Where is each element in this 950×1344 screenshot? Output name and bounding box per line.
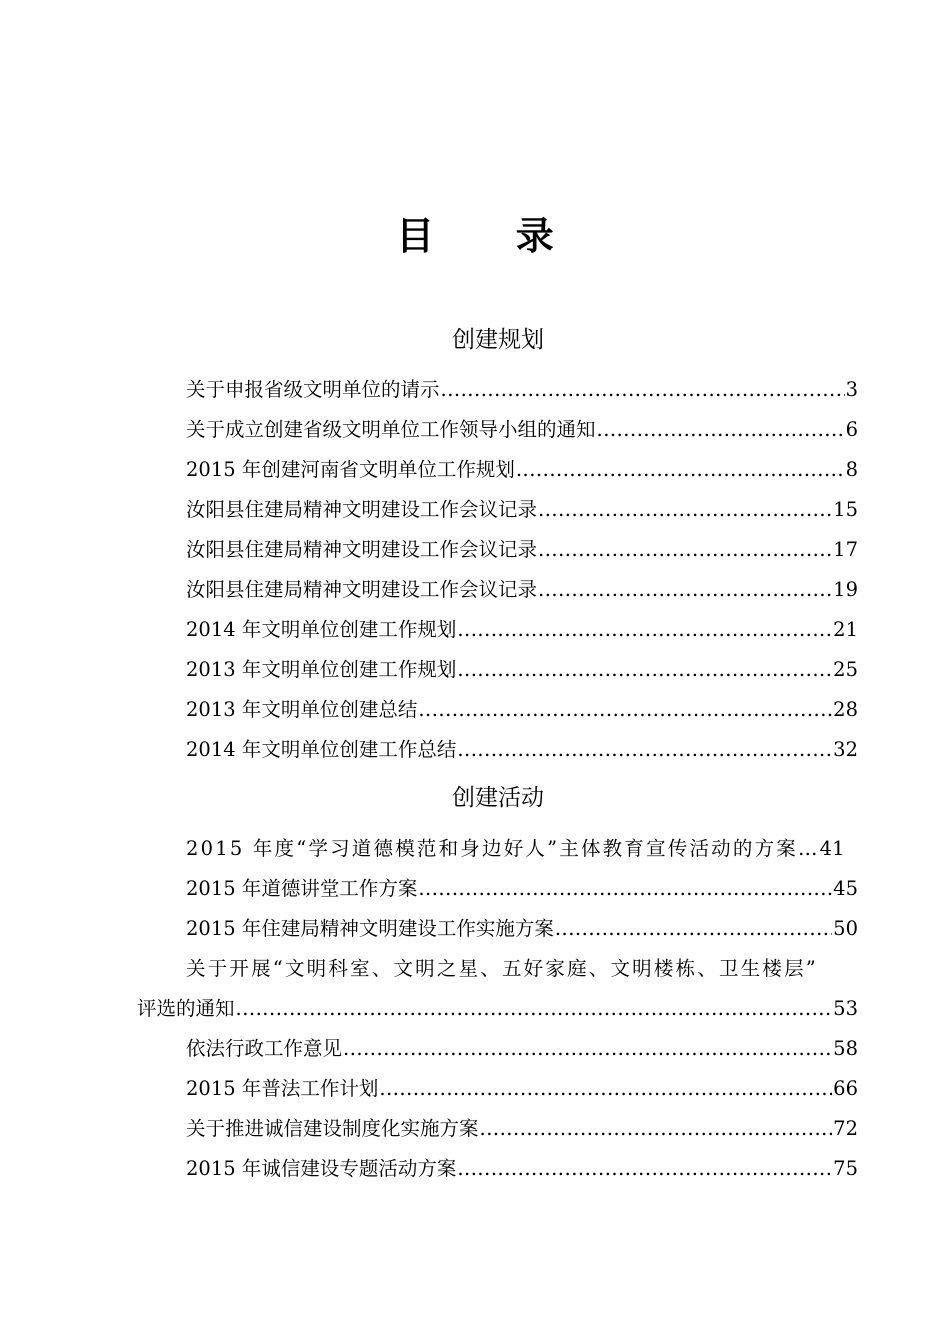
toc-entry-title: 2014 年文明单位创建工作总结 — [186, 738, 457, 761]
toc-entry-title: 汝阳县住建局精神文明建设工作会议记录 — [186, 578, 538, 601]
toc-entry-title: 2015 年道德讲堂工作方案 — [186, 877, 418, 900]
toc-entry-title: 关于申报省级文明单位的请示 — [186, 378, 440, 401]
toc-entry[interactable] — [186, 534, 858, 566]
toc-entry[interactable] — [186, 654, 858, 686]
toc-entry[interactable] — [186, 833, 858, 865]
toc-entry-title: 关于开展“文明科室、文明之星、五好家庭、文明楼栋、卫生楼层” — [186, 957, 818, 980]
toc-page-number: 17 — [833, 538, 858, 561]
toc-entry[interactable] — [186, 1113, 858, 1145]
toc-entry[interactable] — [186, 873, 858, 905]
toc-leader-dots — [597, 414, 845, 446]
toc-page-number: 72 — [833, 1117, 858, 1140]
toc-entry-title: 关于推进诚信建设制度化实施方案 — [186, 1117, 479, 1140]
page-title: 目 录 — [396, 214, 589, 258]
toc-page-number: 32 — [833, 738, 858, 761]
toc-leader-dots — [516, 454, 845, 486]
toc-entry-title: 关于成立创建省级文明单位工作领导小组的通知 — [186, 418, 596, 441]
toc-entry-title: 依法行政工作意见 — [186, 1037, 343, 1060]
toc-page-number: 50 — [833, 917, 858, 940]
toc-leader-dots — [343, 1033, 832, 1065]
toc-entry-title: 2015 年住建局精神文明建设工作实施方案 — [186, 917, 554, 940]
toc-leader-dots — [538, 534, 832, 566]
toc-page-number: 45 — [833, 877, 858, 900]
toc-entry-title: 2015 年诚信建设专题活动方案 — [186, 1157, 457, 1180]
toc-entry[interactable] — [186, 1153, 858, 1185]
toc-entry-title: 2013 年文明单位创建总结 — [186, 698, 418, 721]
toc-entry[interactable] — [186, 734, 858, 766]
toc-page-number: 53 — [833, 997, 858, 1020]
section-heading-activities: 创建活动 — [452, 785, 544, 811]
toc-page-number: 19 — [833, 578, 858, 601]
toc-entry[interactable] — [186, 1033, 858, 1065]
toc-entry-title: 汝阳县住建局精神文明建设工作会议记录 — [186, 498, 538, 521]
toc-entry[interactable] — [186, 913, 858, 945]
toc-leader-dots — [538, 494, 832, 526]
toc-page-number: 8 — [845, 458, 858, 481]
toc-page-number: 41 — [819, 837, 845, 860]
toc-leader-dots — [379, 1073, 832, 1105]
toc-leader-dots — [457, 734, 832, 766]
toc-entry-line2[interactable] — [137, 993, 858, 1025]
toc-entry-title: 2015 年普法工作计划 — [186, 1077, 379, 1100]
toc-page-number: 6 — [845, 418, 858, 441]
toc-entry[interactable] — [186, 574, 858, 606]
toc-leader-dots — [418, 694, 832, 726]
toc-page-number: 75 — [833, 1157, 858, 1180]
toc-entry-title: 2013 年文明单位创建工作规划 — [186, 658, 457, 681]
toc-entry-title: 汝阳县住建局精神文明建设工作会议记录 — [186, 538, 538, 561]
toc-entry[interactable] — [186, 1073, 858, 1105]
toc-leader-dots — [457, 1153, 832, 1185]
toc-leader-dots — [457, 614, 832, 646]
toc-leader-dots — [480, 1113, 833, 1145]
toc-entry[interactable] — [186, 494, 858, 526]
toc-page-number: 21 — [833, 618, 858, 641]
toc-leader-dots — [538, 574, 832, 606]
toc-entry[interactable] — [186, 614, 858, 646]
toc-page-number: 15 — [833, 498, 858, 521]
toc-entry[interactable] — [186, 454, 858, 486]
toc-leader-dots — [457, 654, 832, 686]
toc-page-number: 58 — [833, 1037, 858, 1060]
toc-entry-title: 2015 年度“学习道德模范和身边好人”主体教育宣传活动的方案… — [186, 837, 820, 860]
toc-entry[interactable] — [186, 414, 858, 446]
toc-leader-dots — [418, 873, 832, 905]
toc-entry-title: 评选的通知 — [137, 997, 235, 1020]
section-heading-planning: 创建规划 — [452, 327, 544, 353]
toc-entry-title: 2014 年文明单位创建工作规划 — [186, 618, 457, 641]
toc-page-number: 66 — [833, 1077, 858, 1100]
toc-entry[interactable] — [186, 374, 858, 406]
toc-leader-dots — [236, 993, 833, 1025]
toc-entry-line1[interactable] — [186, 953, 858, 985]
toc-entry[interactable] — [186, 694, 858, 726]
toc-page-number: 25 — [833, 658, 858, 681]
toc-page-number: 28 — [833, 698, 858, 721]
toc-page-number: 3 — [845, 378, 858, 401]
toc-leader-dots — [441, 374, 845, 406]
toc-entry-title: 2015 年创建河南省文明单位工作规划 — [186, 458, 515, 481]
toc-leader-dots — [555, 913, 832, 945]
